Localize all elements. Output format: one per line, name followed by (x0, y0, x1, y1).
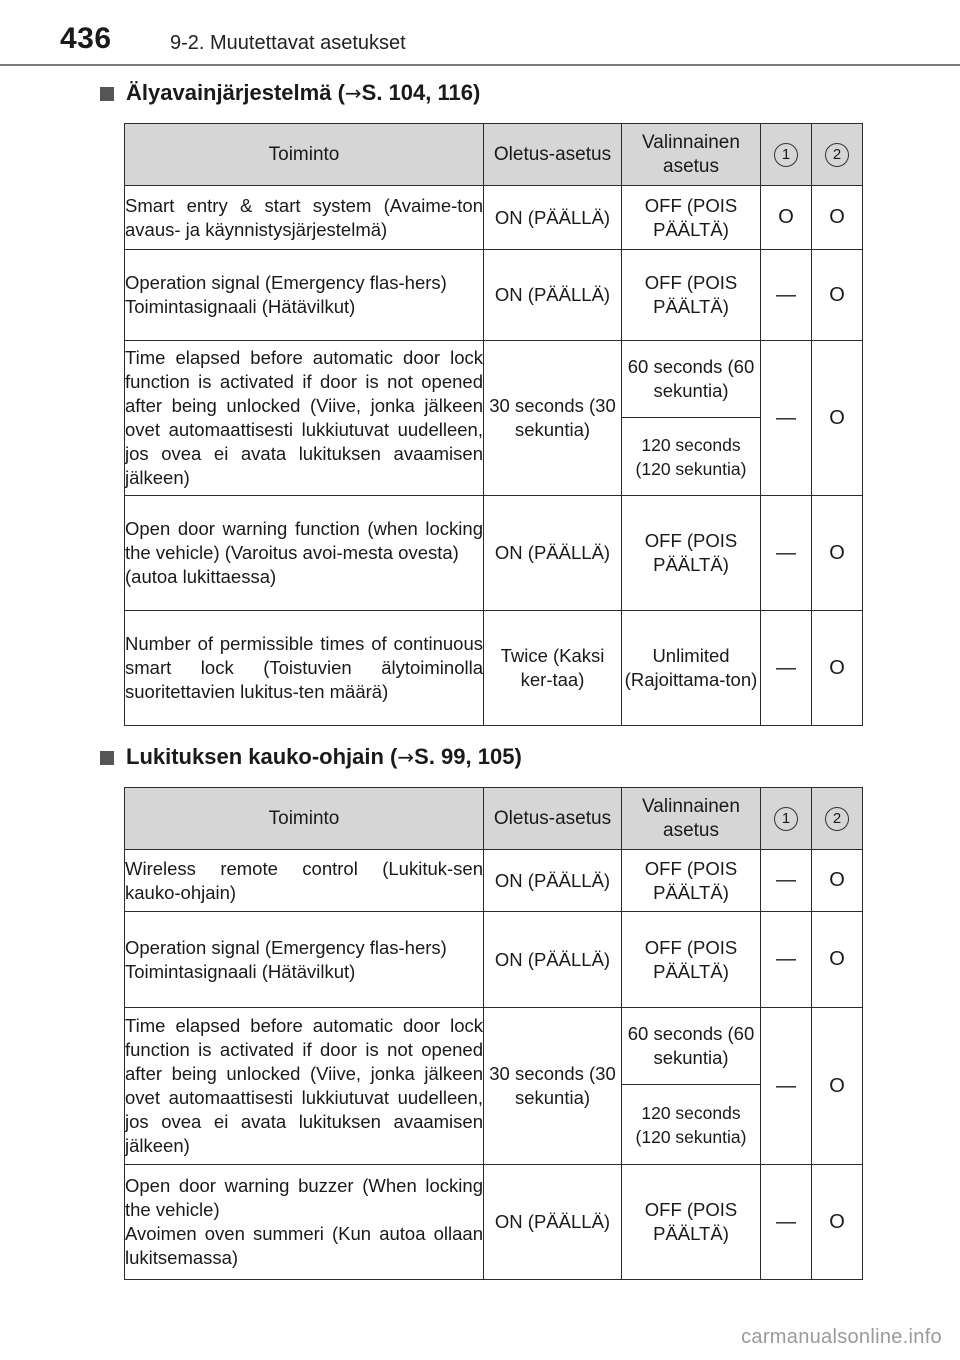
default-setting: ON (PÄÄLLÄ) (484, 496, 622, 611)
method-1-mark: — (761, 1165, 812, 1280)
method-1-mark: — (761, 912, 812, 1008)
bullet-square-icon (100, 87, 114, 101)
function-description: Smart entry & start system (Avaime-ton avaus- ja käynnistysjärjestelmä) (125, 186, 484, 250)
right-arrow-icon: → (397, 745, 415, 769)
method-1-mark: — (761, 250, 812, 341)
function-description: Number of permissible times of continuous smart lock (Toistuvien älytoiminolla suoritettavien lukitus-ten määrä) (125, 611, 484, 726)
method-2-mark: O (812, 250, 863, 341)
column-header: Oletus-asetus (484, 788, 622, 850)
section-title: Älyavainjärjestelmä ( → S. 104, 116) (100, 80, 480, 106)
optional-setting: 120 seconds (120 sekuntia) (622, 1085, 761, 1165)
function-description: Time elapsed before automatic door lock function is activated if door is not opened after being unlocked (Viive, jonka jälkeen ovet automaattisesti lukkiutuvat uudelleen, jos ovea ei avata lukituksen avaamisen jälkeen) (125, 341, 484, 496)
default-setting: ON (PÄÄLLÄ) (484, 912, 622, 1008)
method-1-mark: — (761, 341, 812, 496)
method-2-mark: O (812, 850, 863, 912)
table-row (125, 912, 863, 1008)
table-header-row (125, 788, 863, 850)
page-number: 436 (60, 22, 112, 55)
settings-table (124, 787, 863, 1280)
default-setting: ON (PÄÄLLÄ) (484, 1165, 622, 1280)
table-row (125, 250, 863, 341)
optional-setting: 60 seconds (60 sekuntia) (622, 341, 761, 418)
optional-setting: 60 seconds (60 sekuntia) (622, 1008, 761, 1085)
column-header: Valinnainen asetus (622, 788, 761, 850)
watermark: carmanualsonline.info (741, 1326, 942, 1348)
column-header (812, 124, 863, 186)
circled-number: 2 (825, 807, 849, 831)
method-2-mark: O (812, 1008, 863, 1165)
method-2-mark: O (812, 611, 863, 726)
function-description: Time elapsed before automatic door lock function is activated if door is not opened after being unlocked (Viive, jonka jälkeen ovet automaattisesti lukkiutuvat uudelleen, jos ovea ei avata lukituksen avaamisen jälkeen) (125, 1008, 484, 1165)
circled-number: 1 (774, 807, 798, 831)
column-header (761, 124, 812, 186)
method-1-mark: — (761, 1008, 812, 1165)
column-header: Oletus-asetus (484, 124, 622, 186)
optional-setting: OFF (POIS PÄÄLTÄ) (622, 912, 761, 1008)
default-setting: 30 seconds (30 sekuntia) (484, 1008, 622, 1165)
header-divider (0, 64, 960, 66)
table-row (125, 186, 863, 250)
column-header (761, 788, 812, 850)
table-row (125, 1165, 863, 1280)
method-2-mark: O (812, 1165, 863, 1280)
optional-setting: OFF (POIS PÄÄLTÄ) (622, 186, 761, 250)
bullet-square-icon (100, 751, 114, 765)
method-2-mark: O (812, 912, 863, 1008)
function-description: Open door warning function (when locking the vehicle) (Varoitus avoi-mesta ovesta) (autoa lukittaessa) (125, 496, 484, 611)
optional-setting: OFF (POIS PÄÄLTÄ) (622, 850, 761, 912)
function-description: Operation signal (Emergency flas-hers) Toimintasignaali (Hätävilkut) (125, 250, 484, 341)
table-row (125, 341, 863, 418)
chapter-title: 9-2. Muutettavat asetukset (170, 32, 406, 54)
column-header: Valinnainen asetus (622, 124, 761, 186)
page-header (0, 0, 960, 70)
method-2-mark: O (812, 341, 863, 496)
default-setting: ON (PÄÄLLÄ) (484, 186, 622, 250)
optional-setting: OFF (POIS PÄÄLTÄ) (622, 250, 761, 341)
method-1-mark: O (761, 186, 812, 250)
optional-setting: 120 seconds (120 sekuntia) (622, 418, 761, 496)
method-2-mark: O (812, 496, 863, 611)
method-2-mark: O (812, 186, 863, 250)
method-1-mark: — (761, 496, 812, 611)
column-header: Toiminto (125, 788, 484, 850)
default-setting: ON (PÄÄLLÄ) (484, 250, 622, 341)
table-row (125, 496, 863, 611)
table-header-row (125, 124, 863, 186)
method-1-mark: — (761, 850, 812, 912)
section-title: Lukituksen kauko-ohjain ( → S. 99, 105) (100, 744, 522, 770)
circled-number: 2 (825, 143, 849, 167)
column-header: Toiminto (125, 124, 484, 186)
settings-table (124, 123, 863, 726)
optional-setting: Unlimited (Rajoittama-ton) (622, 611, 761, 726)
circled-number: 1 (774, 143, 798, 167)
table-row (125, 1008, 863, 1085)
optional-setting: OFF (POIS PÄÄLTÄ) (622, 496, 761, 611)
optional-setting: OFF (POIS PÄÄLTÄ) (622, 1165, 761, 1280)
method-1-mark: — (761, 611, 812, 726)
function-description: Open door warning buzzer (When locking the vehicle) Avoimen oven summeri (Kun autoa ollaan lukitsemassa) (125, 1165, 484, 1280)
column-header (812, 788, 863, 850)
default-setting: 30 seconds (30 sekuntia) (484, 341, 622, 496)
function-description: Wireless remote control (Lukituk-sen kauko-ohjain) (125, 850, 484, 912)
right-arrow-icon: → (344, 81, 362, 105)
default-setting: ON (PÄÄLLÄ) (484, 850, 622, 912)
table-row (125, 611, 863, 726)
function-description: Operation signal (Emergency flas-hers) Toimintasignaali (Hätävilkut) (125, 912, 484, 1008)
default-setting: Twice (Kaksi ker-taa) (484, 611, 622, 726)
table-row (125, 850, 863, 912)
